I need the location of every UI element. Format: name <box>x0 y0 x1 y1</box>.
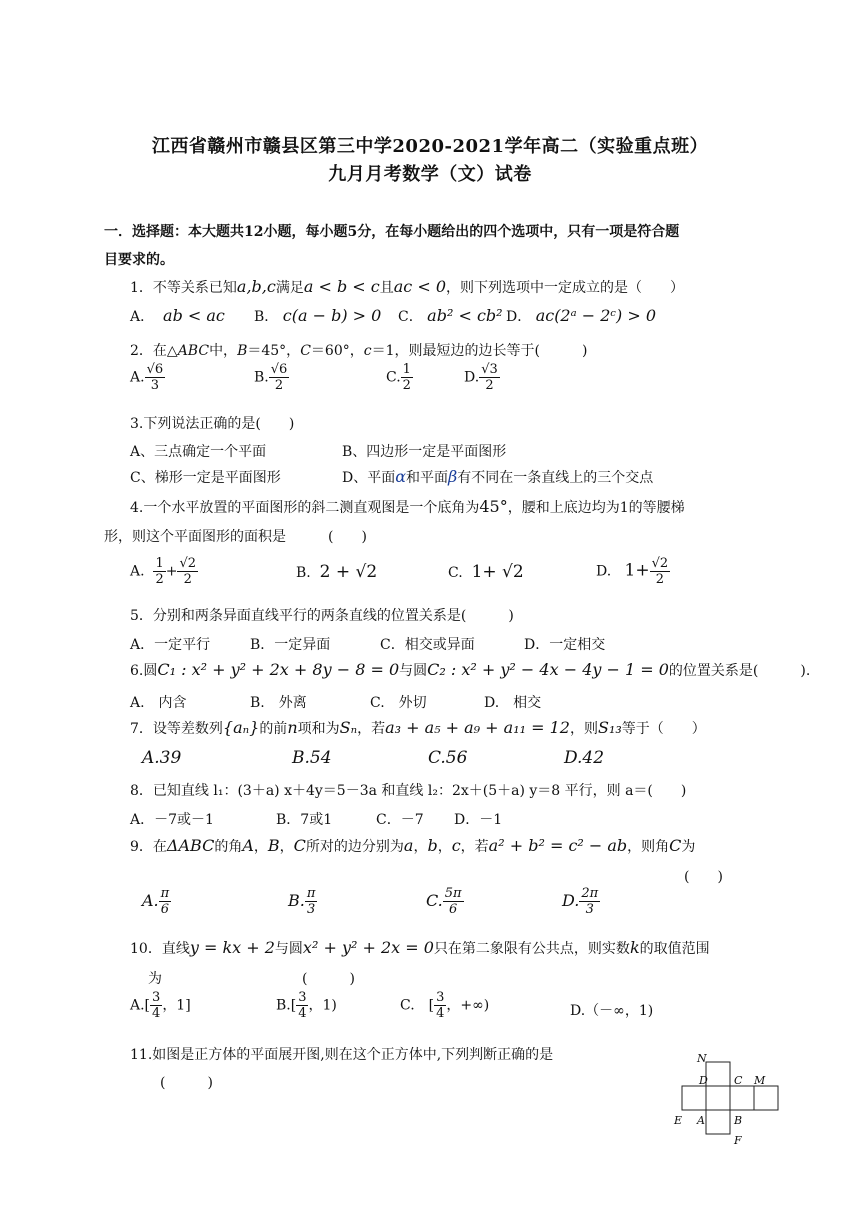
question-10-options <box>130 990 750 1030</box>
cube-net-figure <box>672 1054 788 1184</box>
q7-option-b: B.54 <box>292 748 332 768</box>
q8-option-d: D．－1 <box>454 812 503 828</box>
q9-option-c: C. $\frac{5\pi}{6}$ <box>426 886 462 917</box>
net-label-e: E <box>674 1114 683 1127</box>
q2-option-c: C. $\frac{1}{2}$ <box>386 362 411 393</box>
q10-option-c: C. [ $\frac{3}{4}$ ，+∞) <box>400 990 490 1021</box>
question-6-stem: 6.圆C₁ : x² + y² + 2x + 8y − 8 = 0与圆C₂ : x² + y² − 4x − 4y − 1 = 0的位置关系是( ). <box>130 660 811 679</box>
q5-option-b: B．一定异面 <box>250 637 331 653</box>
q7-option-c: C.56 <box>428 748 468 768</box>
q9-option-a: A. $\frac{\pi}{6}$ <box>142 886 170 917</box>
q7-option-d: D.42 <box>564 748 605 768</box>
net-square-left <box>682 1086 706 1110</box>
section-heading-line1: 一．选择题：本大题共12小题，每小题5分，在每小题给出的四个选项中，只有一项是符合题 <box>104 224 680 240</box>
q10-option-b: B.[ $\frac{3}{4}$ ，1) <box>276 990 337 1021</box>
question-5-options <box>130 634 750 656</box>
q6-option-c: C. 外切 <box>370 695 427 711</box>
question-4-stem-line1: 4.一个水平放置的平面图形的斜二测直观图是一个底角为45°，腰和上底边均为1的等腰梯 <box>130 497 685 516</box>
q9-option-b: B. $\frac{\pi}{3}$ <box>288 886 316 917</box>
q7-option-a: A.39 <box>142 748 182 768</box>
exam-title-line2: 九月月考数学（文）试卷 <box>328 164 532 185</box>
q4-option-c: C. 1+ √2 <box>448 562 524 582</box>
net-label-a: A <box>697 1114 705 1127</box>
section-heading <box>104 218 744 274</box>
exam-title-line1: 江西省赣州市赣县区第三中学2020-2021学年高二（实验重点班） <box>151 136 709 157</box>
question-2-options <box>130 362 750 402</box>
question-7-stem: 7．设等差数列{aₙ}的前n项和为Sₙ，若a₃ + a₅ + a₉ + a₁₁ = 12，则S₁₃等于（ ） <box>130 718 706 737</box>
q10-option-d: D.（－∞，1) <box>570 1003 654 1019</box>
question-3-options-row2 <box>130 467 750 489</box>
question-10-stem-line2: 为 ( ) <box>148 971 355 987</box>
question-9-stem: 9．在ΔABC的角A，B，C所对的边分别为a，b，c，若a² + b² = c² − ab，则角C为 <box>130 836 696 855</box>
net-label-d: D <box>699 1074 708 1087</box>
q5-option-c: C．相交或异面 <box>380 637 475 653</box>
question-2-stem: 2．在△ABC中，B＝45°，C＝60°，c＝1，则最短边的边长等于( ) <box>130 343 588 359</box>
net-label-m: M <box>754 1074 766 1087</box>
question-8-options <box>130 809 750 831</box>
net-label-n: N <box>697 1052 707 1065</box>
q2-option-b: B. $\frac{√6}{2}$ <box>254 362 288 393</box>
question-1-options <box>130 306 750 328</box>
section-heading-line2: 目要求的。 <box>104 252 174 268</box>
net-label-c: C <box>734 1074 743 1087</box>
question-4-options <box>130 550 750 592</box>
q3-option-a: A、三点确定一个平面 <box>130 444 267 460</box>
q3-option-b: B、四边形一定是平面图形 <box>342 444 507 460</box>
question-5-stem: 5．分别和两条异面直线平行的两条直线的位置关系是( ) <box>130 608 514 624</box>
q8-option-a: A．－7或－1 <box>130 812 214 828</box>
q1-option-b: B． c(a − b) > 0 <box>254 306 382 325</box>
q6-option-b: B. 外离 <box>250 695 307 711</box>
question-6-options <box>130 692 750 714</box>
net-square-center <box>706 1086 730 1110</box>
net-square-right2 <box>754 1086 778 1110</box>
net-square-bottom <box>706 1110 730 1134</box>
q1-option-d: D． ac(2ᵃ − 2ᶜ) > 0 <box>506 306 657 325</box>
question-3-options-row1 <box>130 441 750 463</box>
cube-net-drawing <box>672 1054 788 1184</box>
q2-option-d: D. $\frac{√3}{2}$ <box>464 362 498 393</box>
q4-option-b: B. 2 + √2 <box>296 562 378 582</box>
question-9-answer-paren: ( ) <box>684 869 723 885</box>
question-10-stem-line1: 10．直线y = kx + 2与圆x² + y² + 2x = 0只在第二象限有公共点，则实数k的取值范围 <box>130 938 710 957</box>
q8-option-b: B．7或1 <box>276 812 333 828</box>
q4-option-d: D. 1+ $\frac{√2}{2}$ <box>596 556 669 587</box>
q5-option-d: D．一定相交 <box>524 637 606 653</box>
q6-option-a: A. 内含 <box>130 695 187 711</box>
question-4-stem-line2: 形，则这个平面图形的面积是 ( ) <box>104 529 367 545</box>
question-11-answer-paren: ( ) <box>160 1075 213 1091</box>
q1-option-a: A． ab < ac <box>130 306 225 325</box>
question-8-stem: 8．已知直线 l₁：(3＋a) x＋4y＝5－3a 和直线 l₂：2x＋(5＋a) y＝8 平行，则 a＝( ) <box>130 783 687 799</box>
q4-option-a: A. $\frac{1}{2}$ + $\frac{√2}{2}$ <box>130 556 197 587</box>
question-3-stem: 3.下列说法正确的是( ) <box>130 416 295 432</box>
net-label-b: B <box>734 1114 743 1127</box>
question-11-stem: 11.如图是正方体的平面展开图,则在这个正方体中,下列判断正确的是 <box>130 1047 554 1063</box>
q6-option-d: D. 相交 <box>484 695 542 711</box>
question-1-stem: 1．不等关系已知a,b,c满足a < b < c且ac < 0，则下列选项中一定成立的是（ ） <box>130 277 685 296</box>
net-square-top <box>706 1062 730 1086</box>
q3-option-c: C、梯形一定是平面图形 <box>130 470 281 486</box>
net-label-f: F <box>734 1134 742 1147</box>
q3-option-d: D、平面α和平面β有不同在一条直线上的三个交点 <box>342 467 654 486</box>
question-7-options <box>130 748 750 770</box>
q2-option-a: A. $\frac{√6}{3}$ <box>130 362 164 393</box>
net-square-right1 <box>730 1086 754 1110</box>
q10-option-a: A.[ $\frac{3}{4}$ ，1] <box>130 990 191 1021</box>
q9-option-d: D. $\frac{2\pi}{3}$ <box>562 886 599 917</box>
q8-option-c: C．－7 <box>376 812 424 828</box>
q5-option-a: A．一定平行 <box>130 637 211 653</box>
question-9-options <box>130 886 750 930</box>
q1-option-c: C． ab² < cb² <box>398 306 503 325</box>
